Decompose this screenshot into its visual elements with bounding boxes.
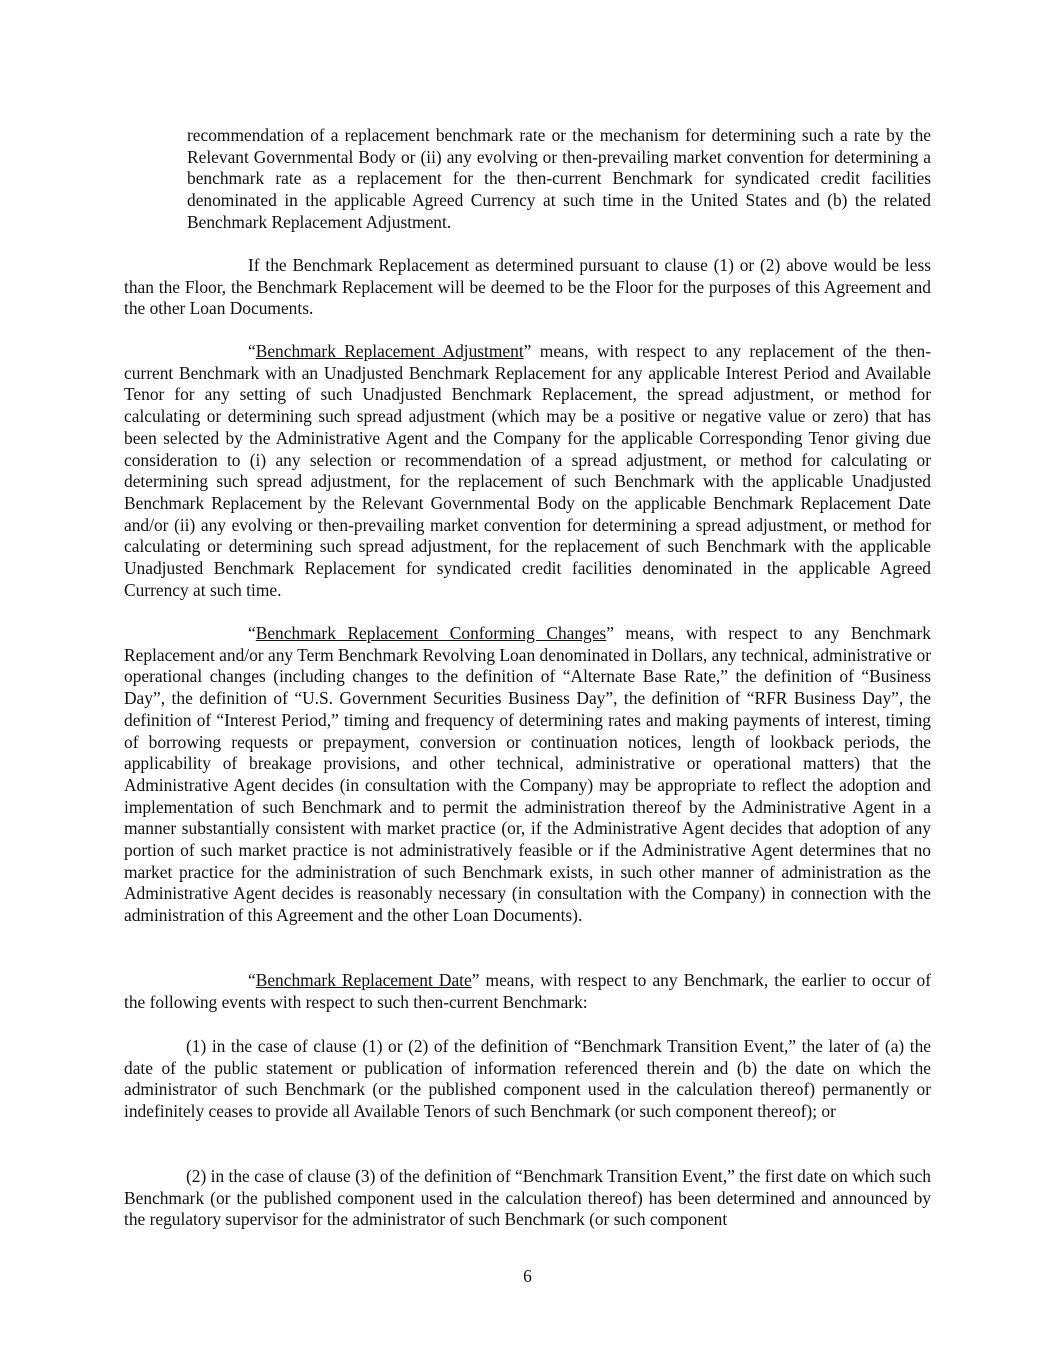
paragraph-replacement-recommendation: recommendation of a replacement benchmark rate or the mechanism for determining such a rate by the Relevant Governmental Body or (ii) any evolving or then-prevailing market convention for determining a benchmark rate as a replacement for the then-current Benchmark for syndicated credit facilities denominated in the applicable Agreed Currency at such time in the United States and (b) the related Benchmark Replacement Adjustment. bbox=[187, 125, 931, 232]
open-quote: “ bbox=[248, 970, 256, 990]
definition-benchmark-replacement-conforming-changes bbox=[124, 623, 931, 927]
defined-term: Benchmark Replacement Date bbox=[255, 970, 472, 990]
definition-benchmark-replacement-adjustment bbox=[124, 341, 931, 601]
clause-2: (2) in the case of clause (3) of the definition of “Benchmark Transition Event,” the first date on which such Benchmark (or the published component used in the calculation thereof) has been determined and announced by the regulatory supervisor for the administrator of such Benchmark (or such component bbox=[124, 1166, 931, 1230]
defined-term: Benchmark Replacement Conforming Changes bbox=[255, 623, 607, 643]
paragraph-floor-provision: If the Benchmark Replacement as determined pursuant to clause (1) or (2) above would be less than the Floor, the Benchmark Replacement will be deemed to be the Floor for the purposes of this Agreement and the other Loan Documents. bbox=[124, 255, 931, 319]
open-quote: “ bbox=[248, 341, 256, 361]
definition-benchmark-replacement-date bbox=[124, 970, 931, 1013]
definition-body: ” means, with respect to any replacement of the then-current Benchmark with an Unadjusted Benchmark Replacement for any applicable Interest Period and Available Tenor for any setting of such Unadjusted Benchmark Replacement, the spread adjustment, or method for calculating or determining such spread adjustment (which may be a positive or negative value or zero) that has been selected by the Administrative Agent and the Company for the applicable Corresponding Tenor giving due consideration to (i) any selection or recommendation of a spread adjustment, or method for calculating or determining such spread adjustment, for the replacement of such Benchmark with the applicable Unadjusted Benchmark Replacement by the Relevant Governmental Body on the applicable Benchmark Replacement Date and/or (ii) any evolving or then-prevailing market convention for determining a spread adjustment, or method for calculating or determining such spread adjustment, for the replacement of such Benchmark with the applicable Unadjusted Benchmark Replacement for syndicated credit facilities denominated in the applicable Agreed Currency at such time. bbox=[124, 341, 931, 600]
page-number: 6 bbox=[523, 1266, 532, 1286]
definition-body: ” means, with respect to any Benchmark, the earlier to occur of the following events with respect to such then-current Benchmark: bbox=[124, 970, 931, 1012]
definition-body: ” means, with respect to any Benchmark Replacement and/or any Term Benchmark Revolving Loan denominated in Dollars, any technical, administrative or operational changes (including changes to the definition of “Alternate Base Rate,” the definition of “Business Day”, the definition of “U.S. Government Securities Business Day”, the definition of “RFR Business Day”, the definition of “Interest Period,” timing and frequency of determining rates and making payments of interest, timing of borrowing requests or prepayment, conversion or continuation notices, length of lookback periods, the applicability of breakage provisions, and other technical, administrative or operational matters) that the Administrative Agent decides (in consultation with the Company) may be appropriate to reflect the adoption and implementation of such Benchmark and to permit the administration thereof by the Administrative Agent in a manner substantially consistent with market practice (or, if the Administrative Agent decides that adoption of any portion of such market practice is not administratively feasible or if the Administrative Agent determines that no market practice for the administration of such Benchmark exists, in such other manner of administration as the Administrative Agent decides is reasonably necessary (in consultation with the Company) in connection with the administration of this Agreement and the other Loan Documents). bbox=[124, 623, 931, 926]
open-quote: “ bbox=[248, 623, 256, 643]
defined-term: Benchmark Replacement Adjustment bbox=[255, 341, 524, 361]
clause-1: (1) in the case of clause (1) or (2) of the definition of “Benchmark Transition Event,” the later of (a) the date of the public statement or publication of information referenced therein and (b) the date on which the administrator of such Benchmark (or the published component used in the calculation thereof) permanently or indefinitely ceases to provide all Available Tenors of such Benchmark (or such component thereof); or bbox=[124, 1036, 931, 1122]
